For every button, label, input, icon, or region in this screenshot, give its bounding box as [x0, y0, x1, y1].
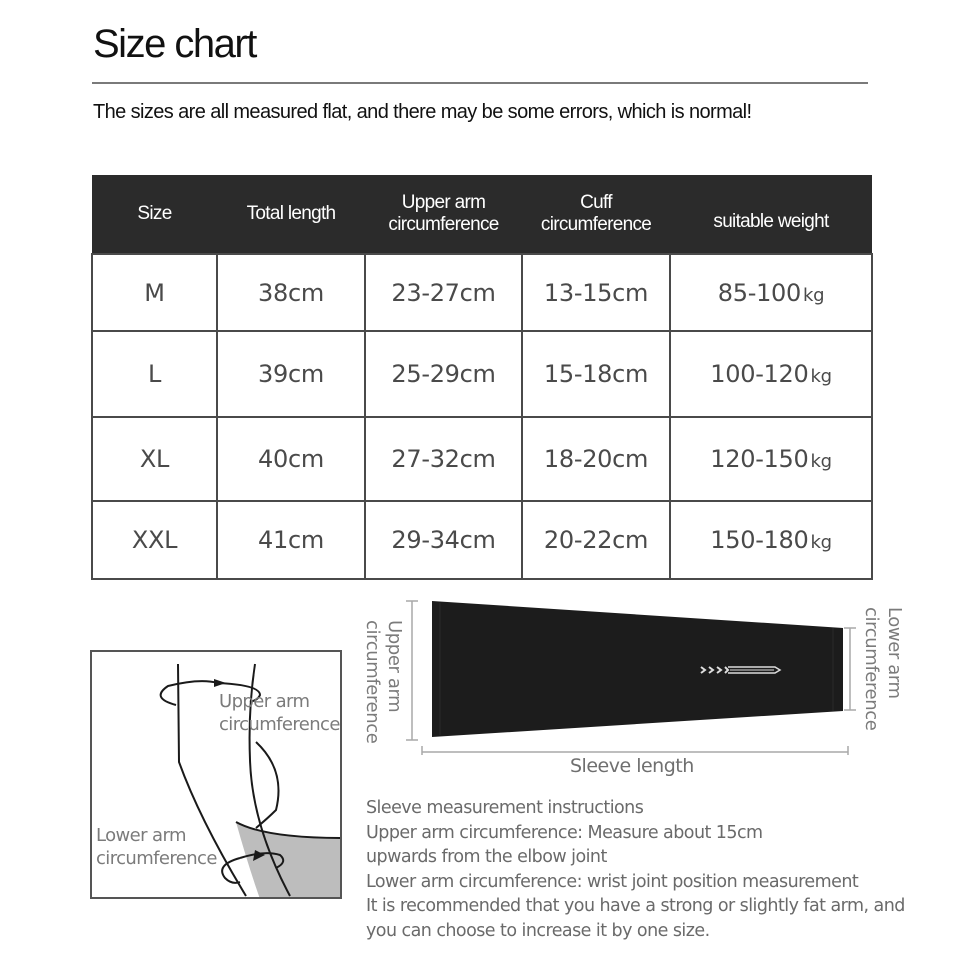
page-title: Size chart	[93, 22, 256, 66]
cell-weight: 120-150 kg	[670, 417, 872, 501]
col-header-total-length: Total length	[217, 175, 365, 254]
instruction-line: you can choose to increase it by one size.	[366, 920, 710, 941]
cell-upper-arm: 29-34cm	[365, 501, 522, 579]
lower-arm-label: Lower arm circumference	[96, 825, 217, 869]
col-header-size: Size	[92, 175, 217, 254]
arrow-icon	[214, 679, 226, 687]
cell-total-length: 39cm	[217, 331, 365, 417]
cell-cuff: 13-15cm	[522, 254, 670, 331]
col-header-cuff: Cuff circumference	[522, 175, 670, 254]
cell-upper-arm: 27-32cm	[365, 417, 522, 501]
cell-total-length: 41cm	[217, 501, 365, 579]
cell-size: M	[92, 254, 217, 331]
cell-total-length: 40cm	[217, 417, 365, 501]
cell-total-length: 38cm	[217, 254, 365, 331]
arm-diagram	[90, 650, 342, 899]
upper-arm-label: Upper arm circumference	[219, 691, 340, 735]
cell-size: XXL	[92, 501, 217, 579]
col-header-upper-arm: Upper arm circumference	[365, 175, 522, 254]
cell-upper-arm: 25-29cm	[365, 331, 522, 417]
instruction-line: Upper arm circumference: Measure about 15cm	[366, 822, 763, 843]
sleeve-lower-arm-label-line1: Lower arm	[884, 607, 905, 699]
table-row	[92, 331, 872, 417]
table-row	[92, 254, 872, 331]
sleeve-lower-arm-label-line2: circumference	[861, 607, 882, 731]
size-table	[91, 175, 873, 580]
measurement-instructions	[366, 796, 905, 944]
cell-weight: 150-180 kg	[670, 501, 872, 579]
instruction-line: It is recommended that you have a strong or slightly fat arm, and	[366, 896, 905, 917]
cell-weight: 100-120 kg	[670, 331, 872, 417]
cell-size: XL	[92, 417, 217, 501]
cell-size: L	[92, 331, 217, 417]
col-header-weight: suitable weight	[670, 175, 872, 254]
instruction-line: Lower arm circumference: wrist joint position measurement	[366, 871, 859, 892]
table-header-row	[92, 175, 872, 254]
cell-cuff: 18-20cm	[522, 417, 670, 501]
cell-weight: 85-100 kg	[670, 254, 872, 331]
measurement-note: The sizes are all measured flat, and there may be some errors, which is normal!	[93, 101, 752, 123]
cell-cuff: 20-22cm	[522, 501, 670, 579]
instruction-line: upwards from the elbow joint	[366, 847, 607, 868]
title-divider	[92, 82, 868, 84]
table-row	[92, 417, 872, 501]
sleeve-length-label: Sleeve length	[570, 755, 694, 777]
table-row	[92, 501, 872, 579]
cell-upper-arm: 23-27cm	[365, 254, 522, 331]
sleeve-upper-arm-label-line1: Upper arm	[384, 620, 405, 713]
sleeve-illustration	[400, 595, 870, 755]
instructions-heading: Sleeve measurement instructions	[366, 798, 644, 818]
sleeve-shape	[432, 601, 843, 737]
sleeve-upper-arm-label: circumference	[362, 620, 383, 744]
cell-cuff: 15-18cm	[522, 331, 670, 417]
